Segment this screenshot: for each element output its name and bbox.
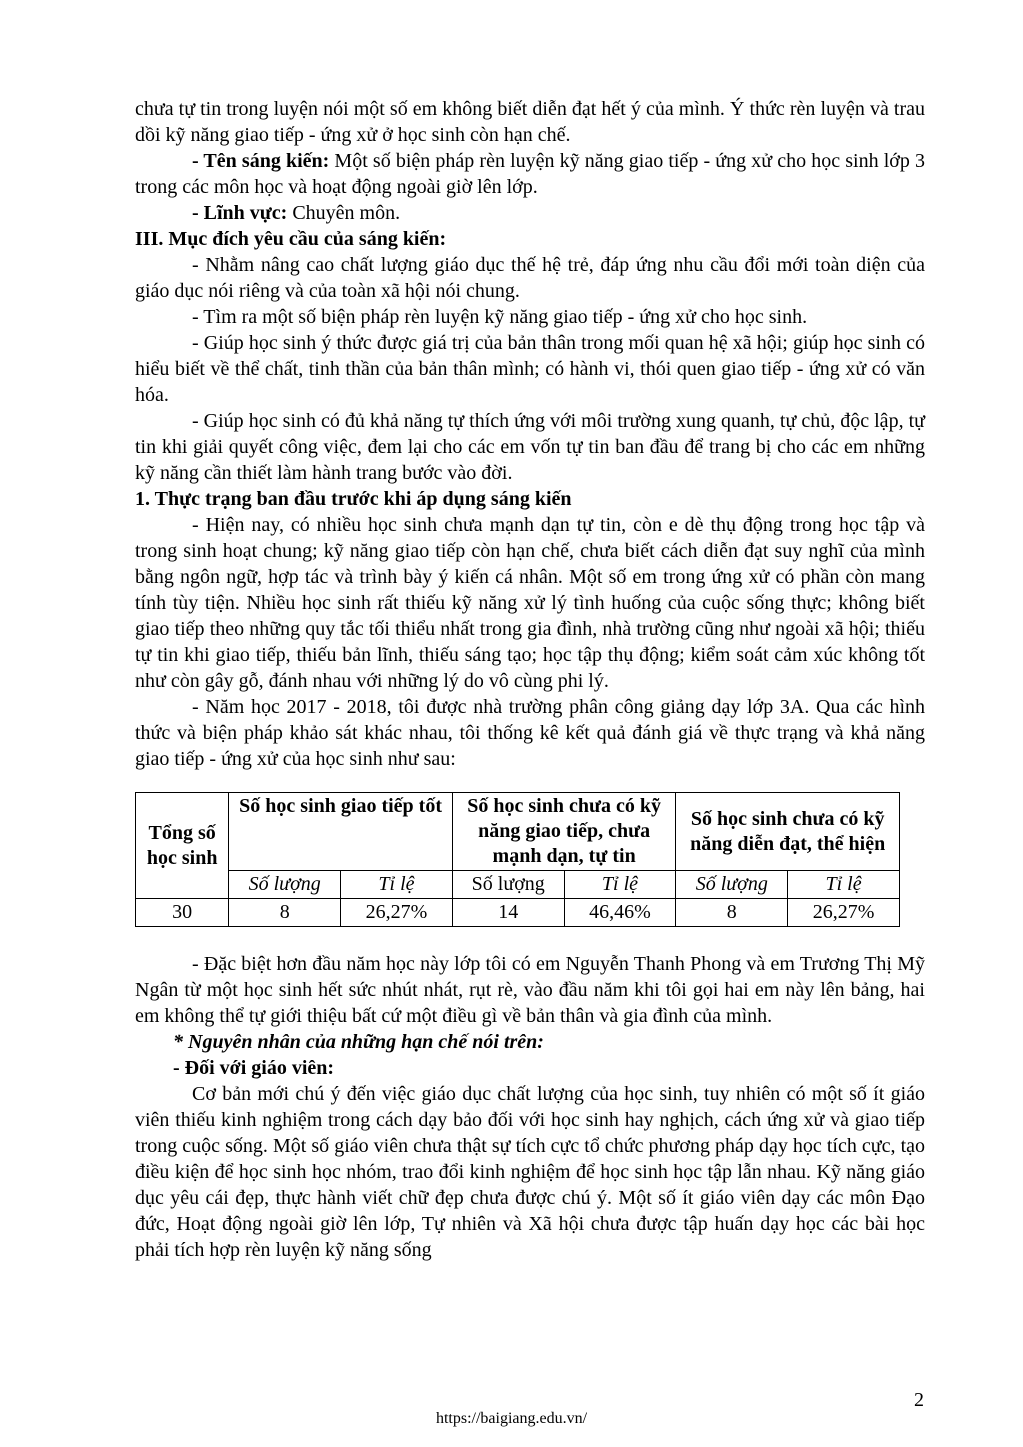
table-subheader-row — [136, 871, 900, 899]
header-total: Tổng số học sinh — [136, 793, 229, 899]
initiative-name-label: - Tên sáng kiến: — [192, 150, 330, 172]
paragraph-purpose-3: - Giúp học sinh ý thức được giá trị của bản thân trong mối quan hệ xã hội; giúp học sinh có hiểu biết về thể chất, tinh thần của bản thân mình; có hành vi, thói quen giao tiếp - ứng xử có văn hóa. — [135, 332, 925, 406]
cell-no-skill-count: 14 — [452, 899, 564, 927]
paragraph-initiative-name — [135, 148, 925, 200]
paragraph-purpose-2: - Tìm ra một số biện pháp rèn luyện kỹ năng giao tiếp - ứng xử cho học sinh. — [192, 306, 808, 328]
subheader-rate: Tỉ lệ — [564, 871, 676, 899]
subheader-count: Số lượng — [676, 871, 788, 899]
paragraph-purpose-1: - Nhằm nâng cao chất lượng giáo dục thế hệ trẻ, đáp ứng nhu cầu đổi mới toàn diện của giáo dục nói riêng và của toàn xã hội nói chung. — [135, 254, 925, 302]
header-no-skill: Số học sinh chưa có kỹ năng giao tiếp, chưa mạnh dạn, tự tin — [452, 793, 676, 871]
paragraph-survey: - Năm học 2017 - 2018, tôi được nhà trường phân công giảng dạy lớp 3A. Qua các hình thức và biện pháp khảo sát khác nhau, tôi thống kê kết quả đánh giá về thực trạng và khả năng giao tiếp - ứng xử của học sinh như sau: — [135, 696, 925, 770]
header-good: Số học sinh giao tiếp tốt — [229, 793, 453, 871]
paragraph-teacher: Cơ bản mới chú ý đến việc giáo dục chất lượng của học sinh, tuy nhiên có một số ít giáo viên thiếu kinh nghiệm trong cách dạy bảo đối với học sinh hay nghịch, cách ứng xử và giao tiếp trong cuộc sống. Một số giáo viên chưa thật sự tích cực tổ chức phương pháp dạy học tích cực, tạo điều kiện để học sinh học nhóm, trao đổi kinh nghiệm để học sinh học tập lẫn nhau. Kỹ năng giáo dục yêu cái đẹp, thực hành viết chữ đẹp chưa được chú ý. Một số ít giáo viên dạy các môn Đạo đức, Hoạt động ngoài giờ lên lớp, Tự nhiên và Xã hội chưa được tập huấn dạy học các bài học phải tích hợp rèn luyện kỹ năng sống — [135, 1083, 925, 1261]
page-number: 2 — [914, 1389, 924, 1411]
header-no-express: Số học sinh chưa có kỹ năng diễn đạt, thể hiện — [676, 793, 900, 871]
cell-no-express-rate: 26,27% — [788, 899, 900, 927]
field-label: - Lĩnh vực: — [192, 202, 288, 224]
cell-no-skill-rate: 46,46% — [564, 899, 676, 927]
paragraph-special-case: - Đặc biệt hơn đầu năm học này lớp tôi có em Nguyễn Thanh Phong và em Trương Thị Mỹ Ngân từ một học sinh hết sức nhút nhát, rụt rè, vào đầu năm khi tôi gọi hai em này lên bảng, hai em không thể tự giới thiệu bất cứ một điều gì về bản thân và gia đình của mình. — [135, 953, 925, 1027]
paragraph-purpose-4: - Giúp học sinh có đủ khả năng tự thích ứng với môi trường xung quanh, tự chủ, độc lập, tự tin khi giải quyết công việc, đem lại cho các em vốn tự tin ban đầu để trang bị cho các em những kỹ năng cần thiết làm hành trang bước vào đời. — [135, 410, 925, 484]
subheader-count: Số lượng — [452, 871, 564, 899]
survey-table — [135, 792, 900, 927]
subheader-rate: Tỉ lệ — [788, 871, 900, 899]
section-heading-status: 1. Thực trạng ban đầu trước khi áp dụng sáng kiến — [135, 488, 572, 510]
cell-total: 30 — [136, 899, 229, 927]
cell-good-count: 8 — [229, 899, 341, 927]
paragraph-status: - Hiện nay, có nhiều học sinh chưa mạnh dạn tự tin, còn e dè thụ động trong học tập và trong sinh hoạt chung; kỹ năng giao tiếp còn hạn chế, chưa biết cách diễn đạt suy nghĩ của mình bằng ngôn ngữ, hợp tác và trình bày ý kiến cá nhân. Một số em trong ứng xử có phần còn mang tính tùy tiện. Nhiều học sinh rất thiếu kỹ năng xử lý tình huống của cuộc sống thực; không biết giao tiếp theo những quy tắc tối thiểu nhất trong gia đình, nhà trường cũng như ngoài xã hội; thiếu tự tin khi giao tiếp, thiếu bản lĩnh, thiếu sáng tạo; học tập thụ động; kiểm soát cảm xúc không tốt như còn gây gỗ, đánh nhau với những lý do vô cùng phi lý. — [135, 514, 925, 692]
paragraph-field — [135, 200, 925, 226]
heading-causes: * Nguyên nhân của những hạn chế nói trên: — [173, 1031, 544, 1053]
cell-good-rate: 26,27% — [341, 899, 453, 927]
table-header-row — [136, 793, 900, 871]
subheader-rate: Tỉ lệ — [341, 871, 453, 899]
document-page — [135, 96, 925, 1263]
field-text: Chuyên môn. — [287, 202, 401, 224]
section-heading-purpose: III. Mục đích yêu cầu của sáng kiến: — [135, 228, 447, 250]
paragraph-intro: chưa tự tin trong luyện nói một số em không biết diễn đạt hết ý của mình. Ý thức rèn luyện và trau dồi kỹ năng giao tiếp - ứng xử ở học sinh còn hạn chế. — [135, 98, 925, 146]
initiative-name-text: Một số biện pháp rèn luyện kỹ năng giao tiếp - ứng xử cho học sinh lớp 3 trong các môn học và hoạt động ngoài giờ lên lớp. — [135, 150, 925, 198]
cell-no-express-count: 8 — [676, 899, 788, 927]
heading-teacher: - Đối với giáo viên: — [173, 1057, 335, 1079]
table-row — [136, 899, 900, 927]
footer-url: https://baigiang.edu.vn/ — [435, 1410, 588, 1427]
subheader-count: Số lượng — [229, 871, 341, 899]
